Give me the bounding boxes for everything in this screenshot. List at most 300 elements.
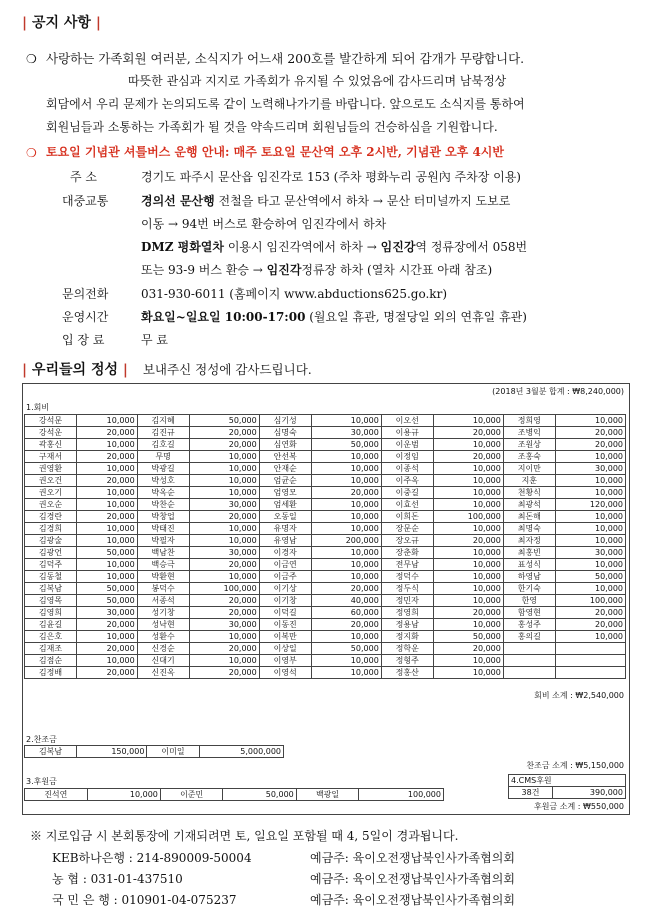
donor-name: 권오건 xyxy=(25,475,77,487)
donation-amount: 10,000 xyxy=(555,583,625,595)
donor-name: 이덕길 xyxy=(259,607,311,619)
donor-name: 김동철 xyxy=(25,571,77,583)
donor-name: 김은호 xyxy=(25,631,77,643)
donation-amount: 30,000 xyxy=(76,607,137,619)
donor-name: 이복만 xyxy=(259,631,311,643)
cms-label: 4.CMS후원 xyxy=(509,775,626,787)
donor-name: 김재조 xyxy=(25,643,77,655)
donation-amount: 10,000 xyxy=(311,631,381,643)
donor-name: 무명 xyxy=(137,451,189,463)
donation-amount: 50,000 xyxy=(189,415,259,427)
donation-amount: 10,000 xyxy=(76,463,137,475)
donation-amount: 200,000 xyxy=(311,535,381,547)
donor-name: 백승극 xyxy=(137,559,189,571)
donor-name: 심연화 xyxy=(259,439,311,451)
donor-name: 박성호 xyxy=(137,475,189,487)
donor-name: 정용남 xyxy=(381,619,433,631)
support-label: 2.찬조금 xyxy=(26,735,57,744)
donation-amount: 10,000 xyxy=(433,667,503,679)
donation-amount: 10,000 xyxy=(433,523,503,535)
donor-name: 성환수 xyxy=(137,631,189,643)
donation-amount: 10,000 xyxy=(311,511,381,523)
donation-amount: 10,000 xyxy=(433,439,503,451)
donation-amount: 20,000 xyxy=(433,607,503,619)
donation-amount: 10,000 xyxy=(76,487,137,499)
donor-name: 한영 xyxy=(503,595,555,607)
donation-amount xyxy=(555,667,625,679)
notice-heading: | 공지 사항 | xyxy=(22,15,101,31)
donation-amount: 10,000 xyxy=(311,475,381,487)
table-row xyxy=(25,463,626,475)
donor-name: 이운범 xyxy=(381,439,433,451)
donor-name: 진석연 xyxy=(25,789,88,801)
donation-amount: 20,000 xyxy=(311,583,381,595)
donation-amount: 50,000 xyxy=(76,547,137,559)
donation-amount: 20,000 xyxy=(555,439,625,451)
donor-name: 이오선 xyxy=(381,415,433,427)
donor-name: 신대기 xyxy=(137,655,189,667)
table-row xyxy=(25,583,626,595)
donation-amount: 50,000 xyxy=(555,571,625,583)
donor-name: 이미일 xyxy=(147,746,199,758)
table-row xyxy=(25,643,626,655)
table-row xyxy=(25,511,626,523)
donor-name: 신진옥 xyxy=(137,667,189,679)
donor-name: 조홍숙 xyxy=(503,451,555,463)
donor-name: 하영남 xyxy=(503,571,555,583)
donation-amount: 40,000 xyxy=(311,595,381,607)
donation-amount: 100,000 xyxy=(433,511,503,523)
donor-name: 한기숙 xyxy=(503,583,555,595)
donation-amount: 10,000 xyxy=(311,451,381,463)
donor-name: 이중길 xyxy=(381,487,433,499)
donation-amount: 50,000 xyxy=(311,643,381,655)
donation-amount: 10,000 xyxy=(433,487,503,499)
donor-name: 박태진 xyxy=(137,523,189,535)
donor-name: 유명자 xyxy=(259,523,311,535)
donor-name: 이영석 xyxy=(259,667,311,679)
donation-amount: 10,000 xyxy=(433,415,503,427)
donor-name: 최자정 xyxy=(503,535,555,547)
donation-amount: 10,000 xyxy=(76,415,137,427)
donations-title: 우리들의 정성 xyxy=(31,362,118,378)
transit-label: 대중교통 xyxy=(62,194,109,208)
donation-amount: 100,000 xyxy=(555,595,625,607)
donor-name: 박옥순 xyxy=(137,487,189,499)
donor-name: 장문순 xyxy=(381,523,433,535)
donor-name: 이기창 xyxy=(259,595,311,607)
donation-amount: 20,000 xyxy=(555,619,625,631)
donor-name: 유영남 xyxy=(259,535,311,547)
donation-amount: 10,000 xyxy=(76,631,137,643)
donation-amount: 30,000 xyxy=(311,427,381,439)
hours-value: 화요일~일요일 10:00-17:00 (월요일 휴관, 명절당일 외의 연휴일 휴관) xyxy=(141,310,527,324)
table-row xyxy=(25,451,626,463)
table-row xyxy=(25,631,626,643)
donor-name: 오동일 xyxy=(259,511,311,523)
donor-name: 김광언 xyxy=(25,547,77,559)
table-row xyxy=(25,439,626,451)
donation-amount: 20,000 xyxy=(189,595,259,607)
donor-name: 엄영모 xyxy=(259,487,311,499)
donation-amount: 20,000 xyxy=(433,535,503,547)
donation-amount: 10,000 xyxy=(87,789,160,801)
table-row xyxy=(25,619,626,631)
donation-amount: 50,000 xyxy=(311,439,381,451)
donor-name: 김경란 xyxy=(25,511,77,523)
donation-amount: 50,000 xyxy=(433,631,503,643)
donor-name: 김지혜 xyxy=(137,415,189,427)
donation-amount: 10,000 xyxy=(555,523,625,535)
donor-name: 최돈해 xyxy=(503,511,555,523)
table-row xyxy=(25,547,626,559)
donor-name: 이경자 xyxy=(259,547,311,559)
shuttle-bus-notice: 토요일 기념관 셔틀버스 운행 안내: 매주 토요일 문산역 오후 2시반, 기념관 오후 4시반 xyxy=(46,145,504,159)
donation-amount: 50,000 xyxy=(223,789,296,801)
donor-name: 김덕주 xyxy=(25,559,77,571)
table-row xyxy=(25,499,626,511)
donor-name: 이금주 xyxy=(259,571,311,583)
donor-name xyxy=(503,655,555,667)
donor-name: 이기상 xyxy=(259,583,311,595)
table-row xyxy=(25,415,626,427)
donor-name: 홍의길 xyxy=(503,631,555,643)
donation-amount xyxy=(555,655,625,667)
donor-name: 정지화 xyxy=(381,631,433,643)
notice-paragraph-line: 회담에서 우리 문제가 논의되도록 같이 노력해나가기를 바랍니다. 앞으로도 소식지를 통하여 xyxy=(46,97,525,111)
donation-amount: 20,000 xyxy=(76,643,137,655)
donor-name: 박창업 xyxy=(137,511,189,523)
donation-amount: 10,000 xyxy=(76,655,137,667)
donor-name: 이동진 xyxy=(259,619,311,631)
donor-name: 권오순 xyxy=(25,499,77,511)
donor-name xyxy=(503,643,555,655)
donation-amount: 30,000 xyxy=(555,547,625,559)
donation-amount: 5,000,000 xyxy=(199,746,284,758)
donation-amount: 20,000 xyxy=(433,451,503,463)
donation-amount: 10,000 xyxy=(433,619,503,631)
donation-amount: 50,000 xyxy=(76,595,137,607)
donation-amount: 10,000 xyxy=(555,559,625,571)
table-row xyxy=(25,789,444,801)
donation-amount: 30,000 xyxy=(189,499,259,511)
donor-name: 곽홍신 xyxy=(25,439,77,451)
donation-amount: 20,000 xyxy=(76,511,137,523)
donor-name: 이효선 xyxy=(381,499,433,511)
donation-amount xyxy=(555,643,625,655)
support-table xyxy=(24,745,284,758)
donor-name: 이준민 xyxy=(160,789,223,801)
donor-name: 김진규 xyxy=(137,427,189,439)
sponsor-label: 3.후원금 xyxy=(26,777,57,786)
donor-name: 박찬순 xyxy=(137,499,189,511)
donor-name: 엄균순 xyxy=(259,475,311,487)
transit-line-1: 경의선 문산행 전철을 타고 문산역에서 하차 → 문산 터미널까지 도보로 xyxy=(141,194,511,208)
donation-amount: 20,000 xyxy=(189,427,259,439)
donation-amount: 20,000 xyxy=(311,619,381,631)
donor-name: 지훈 xyxy=(503,475,555,487)
table-row xyxy=(25,571,626,583)
donation-amount: 10,000 xyxy=(76,523,137,535)
donor-name: 김영목 xyxy=(25,595,77,607)
donor-name: 전무남 xyxy=(381,559,433,571)
donation-amount: 50,000 xyxy=(76,583,137,595)
support-subtotal: 찬조금 소계 : ₩5,150,000 xyxy=(526,761,624,770)
donation-amount: 10,000 xyxy=(189,571,259,583)
donations-subtitle: 보내주신 정성에 감사드립니다. xyxy=(142,362,312,377)
donation-amount: 10,000 xyxy=(189,655,259,667)
donation-amount: 20,000 xyxy=(76,619,137,631)
donor-name: 성낙현 xyxy=(137,619,189,631)
address-value: 경기도 파주시 문산읍 임진각로 153 (주차 평화누리 공원內 주차장 이용) xyxy=(141,170,521,184)
donor-name: 심기성 xyxy=(259,415,311,427)
notice-paragraph-line: 회원님들과 소통하는 가족회가 될 것을 약속드리며 회원님들의 건승하심을 기원합니다. xyxy=(46,120,498,134)
donor-name: 안선복 xyxy=(259,451,311,463)
donation-amount: 10,000 xyxy=(433,463,503,475)
table-row xyxy=(25,746,284,758)
donation-amount: 20,000 xyxy=(311,487,381,499)
donation-amount: 10,000 xyxy=(433,499,503,511)
donation-amount: 10,000 xyxy=(311,523,381,535)
donation-amount: 60,000 xyxy=(311,607,381,619)
donor-name: 강석문 xyxy=(25,415,77,427)
donor-name: 이상일 xyxy=(259,643,311,655)
donor-name: 박필자 xyxy=(137,535,189,547)
donation-amount: 10,000 xyxy=(311,571,381,583)
donor-name: 김경희 xyxy=(25,523,77,535)
donor-name: 심명숙 xyxy=(259,427,311,439)
donation-amount: 10,000 xyxy=(555,535,625,547)
donor-name: 김복남 xyxy=(25,583,77,595)
donation-amount: 20,000 xyxy=(76,427,137,439)
donor-name: 이용규 xyxy=(381,427,433,439)
donor-name: 조원상 xyxy=(503,439,555,451)
donation-amount: 10,000 xyxy=(311,463,381,475)
donor-name: 박환현 xyxy=(137,571,189,583)
donor-name: 최명숙 xyxy=(503,523,555,535)
donor-name: 이주옥 xyxy=(381,475,433,487)
donation-amount: 10,000 xyxy=(433,547,503,559)
donation-amount: 150,000 xyxy=(77,746,147,758)
address-label: 주 소 xyxy=(70,170,97,184)
donation-amount: 10,000 xyxy=(189,523,259,535)
phone-value: 031-930-6011 (홈페이지 www.abductions625.go.kr) xyxy=(141,287,447,301)
donation-amount: 20,000 xyxy=(433,427,503,439)
donation-amount: 10,000 xyxy=(311,655,381,667)
donor-name: 조병익 xyxy=(503,427,555,439)
account-holder: 예금주: 육이오전쟁납북인사가족협의회 xyxy=(310,851,515,865)
donor-name: 강석운 xyxy=(25,427,77,439)
donor-name: 성기창 xyxy=(137,607,189,619)
donation-amount: 20,000 xyxy=(189,439,259,451)
notice-title: 공지 사항 xyxy=(31,15,91,31)
donation-amount: 20,000 xyxy=(76,451,137,463)
donation-amount: 10,000 xyxy=(76,559,137,571)
donation-amount: 10,000 xyxy=(433,655,503,667)
table-row xyxy=(25,607,626,619)
donor-name: 백남찬 xyxy=(137,547,189,559)
donor-name: 최홍빈 xyxy=(503,547,555,559)
donor-name: 구재서 xyxy=(25,451,77,463)
donation-amount: 10,000 xyxy=(76,571,137,583)
bullet-icon: ❍ xyxy=(26,52,37,66)
donation-amount: 20,000 xyxy=(189,643,259,655)
donor-name: 봉덕수 xyxy=(137,583,189,595)
donor-name: 김정배 xyxy=(25,667,77,679)
donor-name: 장춘화 xyxy=(381,547,433,559)
donation-amount: 10,000 xyxy=(433,571,503,583)
donation-amount: 30,000 xyxy=(555,463,625,475)
donation-amount: 10,000 xyxy=(555,511,625,523)
donation-amount: 20,000 xyxy=(189,667,259,679)
donor-name: 정희영 xyxy=(503,415,555,427)
account-holder: 예금주: 육이오전쟁납북인사가족협의회 xyxy=(310,872,515,886)
donation-amount: 10,000 xyxy=(311,415,381,427)
donor-name: 최광석 xyxy=(503,499,555,511)
account-bank: 국 민 은 행 : 010901-04-075237 xyxy=(52,893,237,907)
donation-amount: 20,000 xyxy=(555,427,625,439)
phone-label: 문의전화 xyxy=(62,287,109,301)
notice-paragraph-line: 따뜻한 관심과 지지로 가족회가 유지될 수 있었음에 감사드리며 남북정상 xyxy=(128,74,507,88)
donation-amount: 10,000 xyxy=(433,595,503,607)
donor-name: 김윤길 xyxy=(25,619,77,631)
donation-amount: 100,000 xyxy=(359,789,444,801)
donation-amount: 30,000 xyxy=(189,547,259,559)
donor-name: 김영희 xyxy=(25,607,77,619)
donor-name: 지이만 xyxy=(503,463,555,475)
donation-amount: 10,000 xyxy=(76,499,137,511)
donor-name: 장오규 xyxy=(381,535,433,547)
donation-amount: 10,000 xyxy=(189,631,259,643)
notice-paragraph-line: 사랑하는 가족회원 여러분, 소식지가 어느새 200호를 발간하게 되어 감개가 무량합니다. xyxy=(46,51,525,66)
members-label: 1.회비 xyxy=(26,403,50,412)
table-row xyxy=(25,667,626,679)
donation-amount: 10,000 xyxy=(555,415,625,427)
account-holder: 예금주: 육이오전쟁납북인사가족협의회 xyxy=(310,893,515,907)
transit-line-1-cont: 이동 → 94번 버스로 환승하여 임진각에서 하차 xyxy=(141,217,387,231)
donation-amount: 10,000 xyxy=(76,439,137,451)
donation-amount: 10,000 xyxy=(433,583,503,595)
donation-amount: 10,000 xyxy=(189,451,259,463)
account-bank: KEB하나은행 : 214-890009-50004 xyxy=(52,851,252,865)
account-bank: 농 협 : 031-01-437510 xyxy=(52,872,183,886)
donation-amount: 120,000 xyxy=(555,499,625,511)
donor-name: 표성식 xyxy=(503,559,555,571)
donor-name: 안재순 xyxy=(259,463,311,475)
donor-name: 권오기 xyxy=(25,487,77,499)
donations-heading: | 우리들의 정성 | 보내주신 정성에 감사드립니다. xyxy=(22,362,312,378)
donation-amount: 20,000 xyxy=(555,607,625,619)
table-row xyxy=(25,559,626,571)
table-row xyxy=(25,475,626,487)
donor-name: 정학운 xyxy=(381,643,433,655)
members-table xyxy=(24,414,626,679)
sponsor-subtotal: 후원금 소계 : ₩550,000 xyxy=(534,802,624,811)
donation-amount: 10,000 xyxy=(433,559,503,571)
donor-name: 이영부 xyxy=(259,655,311,667)
bullet-icon: ❍ xyxy=(26,146,37,160)
donation-amount: 10,000 xyxy=(189,535,259,547)
donation-amount: 20,000 xyxy=(433,643,503,655)
donation-amount: 20,000 xyxy=(76,667,137,679)
donation-amount: 10,000 xyxy=(189,487,259,499)
donation-amount: 10,000 xyxy=(311,667,381,679)
donation-amount: 10,000 xyxy=(555,487,625,499)
donation-amount: 10,000 xyxy=(76,535,137,547)
table-row xyxy=(25,535,626,547)
donor-name: 엄세환 xyxy=(259,499,311,511)
donor-name: 함영현 xyxy=(503,607,555,619)
table-row xyxy=(25,595,626,607)
donation-amount: 30,000 xyxy=(189,619,259,631)
donor-name: 이금연 xyxy=(259,559,311,571)
donation-amount: 20,000 xyxy=(189,511,259,523)
donor-name: 이정임 xyxy=(381,451,433,463)
members-subtotal: 회비 소계 : ₩2,540,000 xyxy=(534,691,624,700)
donation-amount: 10,000 xyxy=(555,451,625,463)
giro-note: ※ 지로입금 시 본회통장에 기재되려면 토, 일요일 포함될 때 4, 5일이 경과됩니다. xyxy=(30,829,459,843)
donor-name: 홍성주 xyxy=(503,619,555,631)
donor-name: 서종석 xyxy=(137,595,189,607)
donation-amount: 100,000 xyxy=(189,583,259,595)
cms-table xyxy=(508,774,626,799)
donor-name: 김광술 xyxy=(25,535,77,547)
donation-amount: 10,000 xyxy=(189,475,259,487)
donor-name: 박광길 xyxy=(137,463,189,475)
donor-name: 김호길 xyxy=(137,439,189,451)
table-row xyxy=(25,427,626,439)
donor-name: 신경순 xyxy=(137,643,189,655)
donor-name: 권영환 xyxy=(25,463,77,475)
donor-name xyxy=(503,667,555,679)
fee-label: 입 장 료 xyxy=(62,333,105,347)
donor-name: 천황식 xyxy=(503,487,555,499)
donation-amount: 20,000 xyxy=(189,607,259,619)
table-row xyxy=(25,487,626,499)
donor-name: 이종석 xyxy=(381,463,433,475)
transit-line-2-cont: 또는 93-9 버스 환승 → 임진각정류장 하차 (열차 시간표 아래 참조) xyxy=(141,263,493,277)
donation-amount: 10,000 xyxy=(311,499,381,511)
cms-amount: 390,000 xyxy=(552,787,625,799)
donor-name: 정형주 xyxy=(381,655,433,667)
donation-amount: 20,000 xyxy=(76,475,137,487)
donations-total: (2018년 3월분 합계 : ₩8,240,000) xyxy=(492,387,624,396)
fee-value: 무 료 xyxy=(141,333,168,347)
donation-amount: 10,000 xyxy=(555,631,625,643)
donor-name: 정덕수 xyxy=(381,571,433,583)
donor-name: 정두식 xyxy=(381,583,433,595)
table-row xyxy=(25,655,626,667)
cms-count: 38건 xyxy=(509,787,553,799)
donation-amount: 20,000 xyxy=(189,559,259,571)
donor-name: 이희돈 xyxy=(381,511,433,523)
donor-name: 정홍산 xyxy=(381,667,433,679)
donation-amount: 10,000 xyxy=(189,463,259,475)
donor-name: 정민자 xyxy=(381,595,433,607)
table-row xyxy=(25,523,626,535)
transit-line-2: DMZ 평화열차 이용시 임진각역에서 하차 → 임진강역 정류장에서 058번 xyxy=(141,240,528,254)
donor-name: 김복남 xyxy=(25,746,77,758)
donor-name: 정영희 xyxy=(381,607,433,619)
donation-amount: 10,000 xyxy=(311,547,381,559)
donation-amount: 10,000 xyxy=(433,475,503,487)
donor-name: 백광일 xyxy=(296,789,359,801)
hours-label: 운영시간 xyxy=(62,310,109,324)
donation-amount: 10,000 xyxy=(311,559,381,571)
sponsor-table xyxy=(24,788,444,801)
donation-amount: 10,000 xyxy=(555,475,625,487)
donor-name: 김점순 xyxy=(25,655,77,667)
